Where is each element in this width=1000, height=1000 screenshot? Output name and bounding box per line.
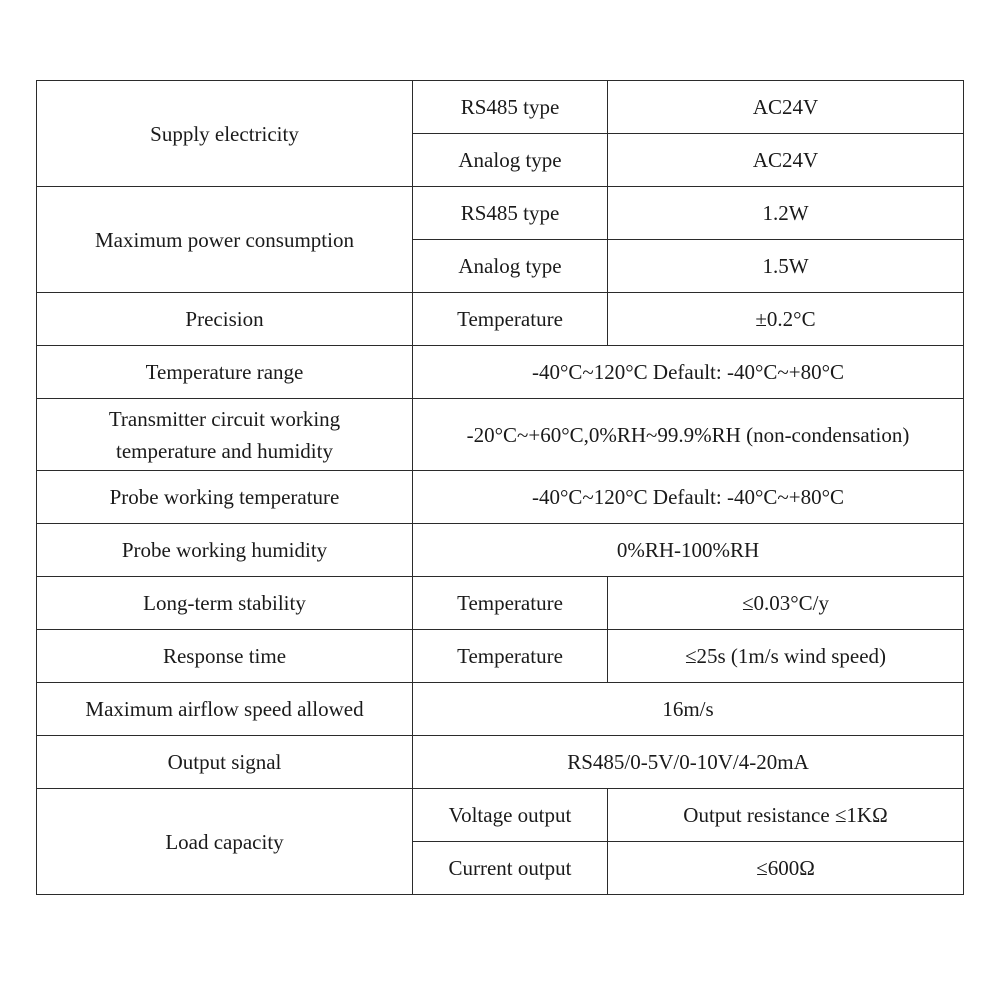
value-cell: 1.2W [608,187,964,240]
value-cell: -20°C~+60°C,0%RH~99.9%RH (non-condensation) [413,399,964,471]
table-row [37,293,964,346]
row-label-max-power-consumption: Maximum power consumption [37,187,413,293]
row-label-temperature-range: Temperature range [37,346,413,399]
row-label-probe-working-temperature: Probe working temperature [37,471,413,524]
row-label-transmitter-circuit [37,399,413,471]
value-cell: 16m/s [413,683,964,736]
table-row [37,789,964,842]
table-row [37,346,964,399]
table-row [37,630,964,683]
value-cell: -40°C~120°C Default: -40°C~+80°C [413,346,964,399]
sub-type-cell: RS485 type [413,81,608,134]
value-cell: 0%RH-100%RH [413,524,964,577]
value-cell: ≤0.03°C/y [608,577,964,630]
row-label-max-airflow-speed: Maximum airflow speed allowed [37,683,413,736]
value-cell: AC24V [608,81,964,134]
table-row [37,399,964,471]
table-row [37,524,964,577]
value-cell: -40°C~120°C Default: -40°C~+80°C [413,471,964,524]
sub-type-cell: Temperature [413,630,608,683]
row-label-load-capacity: Load capacity [37,789,413,895]
row-label-supply-electricity: Supply electricity [37,81,413,187]
table-row [37,736,964,789]
value-cell: RS485/0-5V/0-10V/4-20mA [413,736,964,789]
table-row [37,471,964,524]
row-label-response-time: Response time [37,630,413,683]
specification-table [36,80,964,895]
value-cell: ±0.2°C [608,293,964,346]
sub-type-cell: Temperature [413,293,608,346]
value-cell: AC24V [608,134,964,187]
row-label-long-term-stability: Long-term stability [37,577,413,630]
sub-type-cell: Voltage output [413,789,608,842]
sub-type-cell: Temperature [413,577,608,630]
sub-type-cell: RS485 type [413,187,608,240]
row-label-probe-working-humidity: Probe working humidity [37,524,413,577]
sub-type-cell: Analog type [413,240,608,293]
table-row [37,577,964,630]
value-cell: ≤600Ω [608,842,964,895]
value-cell: Output resistance ≤1KΩ [608,789,964,842]
sub-type-cell: Current output [413,842,608,895]
label-line: temperature and humidity [116,438,333,463]
table-row [37,187,964,240]
label-line: Transmitter circuit working [108,406,341,431]
table-row [37,683,964,736]
row-label-output-signal: Output signal [37,736,413,789]
row-label-precision: Precision [37,293,413,346]
sub-type-cell: Analog type [413,134,608,187]
value-cell: ≤25s (1m/s wind speed) [608,630,964,683]
value-cell: 1.5W [608,240,964,293]
table-row [37,81,964,134]
